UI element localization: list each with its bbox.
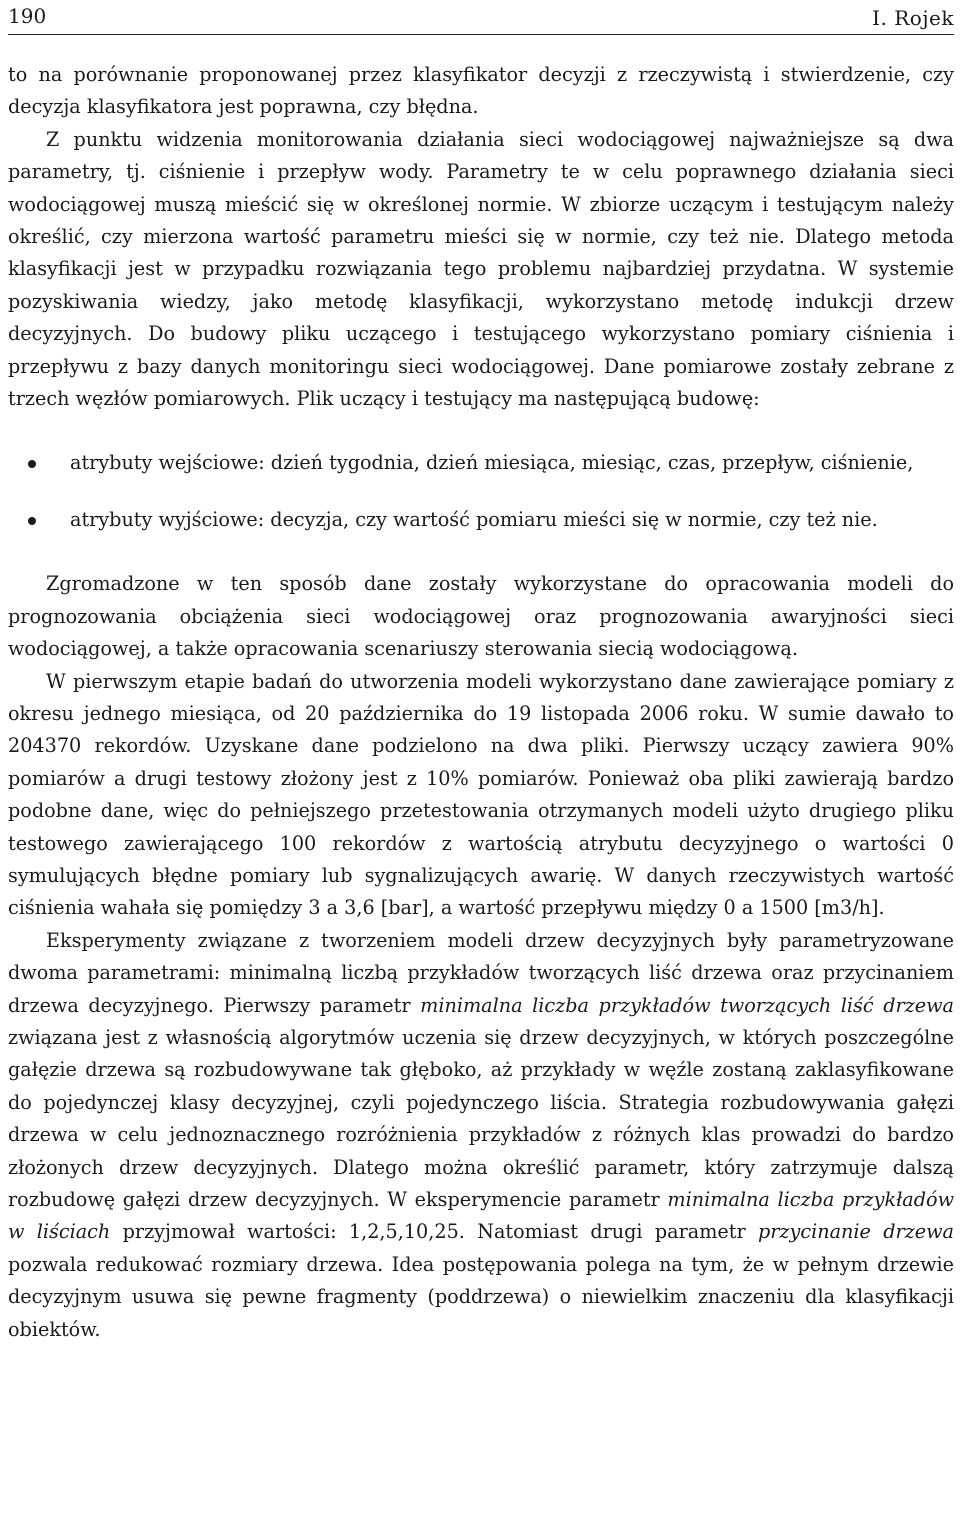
page-number: 190 (8, 4, 47, 28)
paragraph-parameters: Z punktu widzenia monitorowania działania sieci wodociągowej najważniejsze są dwa parametry, tj. ciśnienie i przepływ wody. Parametry te w celu poprawnego działania sieci wodociągowej muszą mieścić się w określonej normie. W zbiorze uczącym i testującym należy określić, czy mierzona wartość parametru mieści się w normie, czy też nie. Dlatego metoda klasyfikacji jest w przypadku rozwiązania tego problemu najbardziej przydatna. W systemie pozyskiwania wiedzy, jako metodę klasyfikacji, wykorzystano metodę indukcji drzew decyzyjnych. Do budowy pliku uczącego i testującego wykorzystano pomiary ciśnienia i przepływu z bazy danych monitoringu sieci wodociągowej. Dane pomiarowe zostały zebrane z trzech węzłów pomiarowych. Plik uczący i testujący ma następującą budowę: (8, 127, 954, 411)
bullet-icon (28, 460, 36, 468)
running-header (8, 0, 954, 35)
list-item-text: atrybuty wejściowe: dzień tygodnia, dzień miesiąca, miesiąc, czas, przepływ, ciśnienie, (70, 451, 914, 475)
paragraph-continuation: to na porównanie proponowanej przez klasyfikator decyzji z rzeczywistą i stwierdzenie, czy decyzja klasyfikatora jest poprawna, czy błędna. (8, 63, 954, 119)
running-head-author: I. Rojek (872, 6, 954, 30)
bullet-icon (28, 517, 36, 525)
paragraph-first-stage: W pierwszym etapie badań do utworzenia modeli wykorzystano dane zawierające pomiary z okresu jednego miesiąca, od 20 października do 19 listopada 2006 roku. W sumie dawało to 204370 rekordów. Uzyskane dane podzielono na dwa pliki. Pierwszy uczący zawiera 90% pomiarów a drugi testowy złożony jest z 10% pomiarów. Ponieważ oba pliki zawierają bardzo podobne dane, więc do pełniejszego przetestowania otrzymanych modeli użyto drugiego pliku testowego zawierającego 100 rekordów z wartością atrybutu decyzyjnego o wartości 0 symulujących błędne pomiary lub sygnalizujących awarię. W danych rzeczywistych wartość ciśnienia wahała się pomiędzy 3 a 3,6 [bar], a wartość przepływu między 0 a 1500 [m3/h]. (8, 669, 954, 920)
attribute-list (8, 447, 954, 536)
paragraph-experiments (8, 925, 954, 1346)
text-run: związana jest z własnością algorytmów uczenia się drzew decyzyjnych, w których poszczególne gałęzie drzewa są rozbudowywane tak głęboko, aż przykłady w węźle zostaną zaklasyfikowane do pojedynczej klasy decyzyjnej, czyli pojedynczego liścia. Strategia rozbudowywania gałęzi drzewa w celu jednoznacznego rozróżnienia przykładów z różnych klas prowadzi do bardzo złożonych drzew decyzyjnych. Dlatego można określić parametr, który zatrzymuje dalszą rozbudowę gałęzi drzew decyzyjnych. W eksperymencie parametr (8, 1025, 954, 1211)
document-page (8, 0, 954, 1346)
text-run: Eksperymenty związane z tworzeniem modeli drzew decyzyjnych były parametryzowane dwoma parametrami: minimalną liczbą przykładów tworzących liść drzewa oraz przycinaniem drzewa decyzyjnego. Pierwszy parametr (8, 928, 954, 1017)
list-item (8, 447, 954, 479)
list-item-text: atrybuty wyjściowe: decyzja, czy wartość pomiaru mieści się w normie, czy też nie. (70, 507, 878, 531)
italic-term: minimalna liczba przykładów tworzących liść drzewa (420, 993, 954, 1017)
text-run: pozwala redukować rozmiary drzewa. Idea postępowania polega na tym, że w pełnym drzewie decyzyjnym usuwa się pewne fragmenty (poddrzewa) o niewielkim znaczeniu dla klasyfikacji obiektów. (8, 1252, 954, 1341)
list-item (8, 504, 954, 536)
body-text (8, 59, 954, 1346)
text-run: przyjmował wartości: 1,2,5,10,25. Natomiast drugi parametr (110, 1220, 758, 1244)
paragraph-models: Zgromadzone w ten sposób dane zostały wykorzystane do opracowania modeli do prognozowania obciążenia sieci wodociągowej oraz prognozowania awaryjności sieci wodociągowej, a także opracowania scenariuszy sterowania siecią wodociągową. (8, 572, 954, 661)
italic-term: przycinanie drzewa (757, 1220, 954, 1244)
italic-term: minimalna liczba przykładów w liściach (8, 1188, 954, 1244)
